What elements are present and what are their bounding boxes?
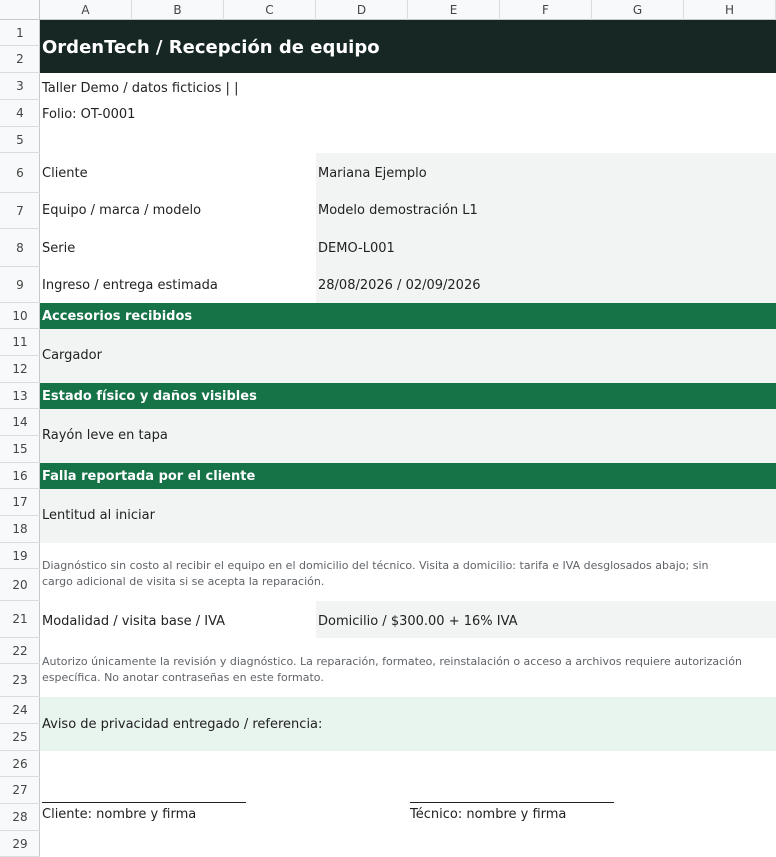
row-header[interactable]: 17 (0, 489, 40, 516)
client-signature-line (42, 802, 246, 803)
modality-label[interactable]: Modalidad / visita base / IVA (42, 614, 226, 629)
row-header[interactable]: 18 (0, 516, 40, 543)
client-signature-label[interactable]: Cliente: nombre y firma (42, 807, 197, 822)
field-label-cliente[interactable]: Cliente (42, 166, 88, 181)
privacy-text: Aviso de privacidad entregado / referencia: (42, 717, 323, 732)
field-label-serie[interactable]: Serie (42, 241, 76, 256)
row-header[interactable]: 23 (0, 664, 40, 697)
row-header[interactable]: 26 (0, 751, 40, 777)
row-header[interactable]: 28 (0, 804, 40, 831)
cell-grid[interactable] (40, 20, 776, 857)
row-header[interactable]: 27 (0, 777, 40, 804)
folio-cell[interactable]: Folio: OT-0001 (42, 107, 136, 122)
section-content-text: Lentitud al iniciar (42, 508, 155, 523)
column-header-d[interactable]: D (316, 0, 408, 20)
field-value-cliente[interactable]: Mariana Ejemplo (318, 166, 427, 181)
row-header[interactable]: 4 (0, 100, 40, 127)
section-header-accesorios[interactable] (40, 303, 776, 329)
section-content-text: Rayón leve en tapa (42, 428, 168, 443)
row-header[interactable]: 29 (0, 831, 40, 857)
section-content-estado[interactable] (40, 409, 776, 463)
column-header-c[interactable]: C (224, 0, 316, 20)
section-content-accesorios[interactable] (40, 329, 776, 383)
sheet-title: OrdenTech / Recepción de equipo (42, 37, 380, 58)
row-header[interactable]: 21 (0, 601, 40, 638)
authorization-note[interactable]: Autorizo únicamente la revisión y diagnóstico. La reparación, formateo, reinstalación o acceso a archivos requiere autorización específica. No anotar contraseñas en este formato. (42, 655, 742, 684)
row-header[interactable]: 12 (0, 356, 40, 383)
row-header[interactable]: 6 (0, 153, 40, 193)
column-header-g[interactable]: G (592, 0, 684, 20)
section-header-estado[interactable] (40, 383, 776, 409)
field-label-ingreso[interactable]: Ingreso / entrega estimada (42, 278, 218, 293)
row-header[interactable]: 9 (0, 267, 40, 303)
subtitle-cell[interactable]: Taller Demo / datos ficticios | | (42, 81, 239, 96)
row-header[interactable]: 22 (0, 638, 40, 664)
section-header-falla[interactable] (40, 463, 776, 489)
row-header-bar (0, 20, 40, 857)
modality-value[interactable]: Domicilio / $300.00 + 16% IVA (318, 614, 518, 629)
section-content-text: Cargador (42, 348, 102, 363)
column-header-f[interactable]: F (500, 0, 592, 20)
row-header[interactable]: 11 (0, 329, 40, 356)
row-header[interactable]: 8 (0, 229, 40, 267)
select-all-corner[interactable] (0, 0, 40, 20)
field-label-equipo[interactable]: Equipo / marca / modelo (42, 203, 202, 218)
row-header[interactable]: 7 (0, 193, 40, 229)
field-value-equipo[interactable]: Modelo demostración L1 (318, 203, 478, 218)
diagnostic-note[interactable]: Diagnóstico sin costo al recibir el equipo en el domicilio del técnico. Visita a domicilio: tarifa e IVA desglosados abajo; sin cargo adicional de visita si se acepta la reparación. (42, 559, 709, 588)
row-header[interactable]: 24 (0, 697, 40, 724)
row-header[interactable]: 13 (0, 383, 40, 409)
row-header[interactable]: 19 (0, 543, 40, 569)
field-value-serie[interactable]: DEMO-L001 (318, 241, 395, 256)
section-content-falla[interactable] (40, 489, 776, 543)
row-header[interactable]: 1 (0, 20, 40, 46)
row-header[interactable]: 14 (0, 409, 40, 436)
row-header[interactable]: 2 (0, 46, 40, 73)
row-header[interactable]: 25 (0, 724, 40, 751)
column-header-bar (0, 0, 776, 20)
row-header[interactable]: 16 (0, 463, 40, 489)
tech-signature-line (410, 802, 614, 803)
section-title: Accesorios recibidos (42, 309, 193, 324)
column-header-h[interactable]: H (684, 0, 776, 20)
column-header-b[interactable]: B (132, 0, 224, 20)
row-header[interactable]: 15 (0, 436, 40, 463)
column-header-e[interactable]: E (408, 0, 500, 20)
field-value-ingreso[interactable]: 28/08/2026 / 02/09/2026 (318, 278, 481, 293)
title-band[interactable] (40, 20, 776, 73)
row-header[interactable]: 3 (0, 73, 40, 100)
row-header[interactable]: 5 (0, 127, 40, 153)
column-header-a[interactable]: A (40, 0, 132, 20)
tech-signature-label[interactable]: Técnico: nombre y firma (410, 807, 567, 822)
row-header[interactable]: 10 (0, 303, 40, 329)
section-title: Falla reportada por el cliente (42, 469, 256, 484)
privacy-band[interactable] (40, 697, 776, 751)
section-title: Estado físico y daños visibles (42, 389, 257, 404)
row-header[interactable]: 20 (0, 569, 40, 601)
